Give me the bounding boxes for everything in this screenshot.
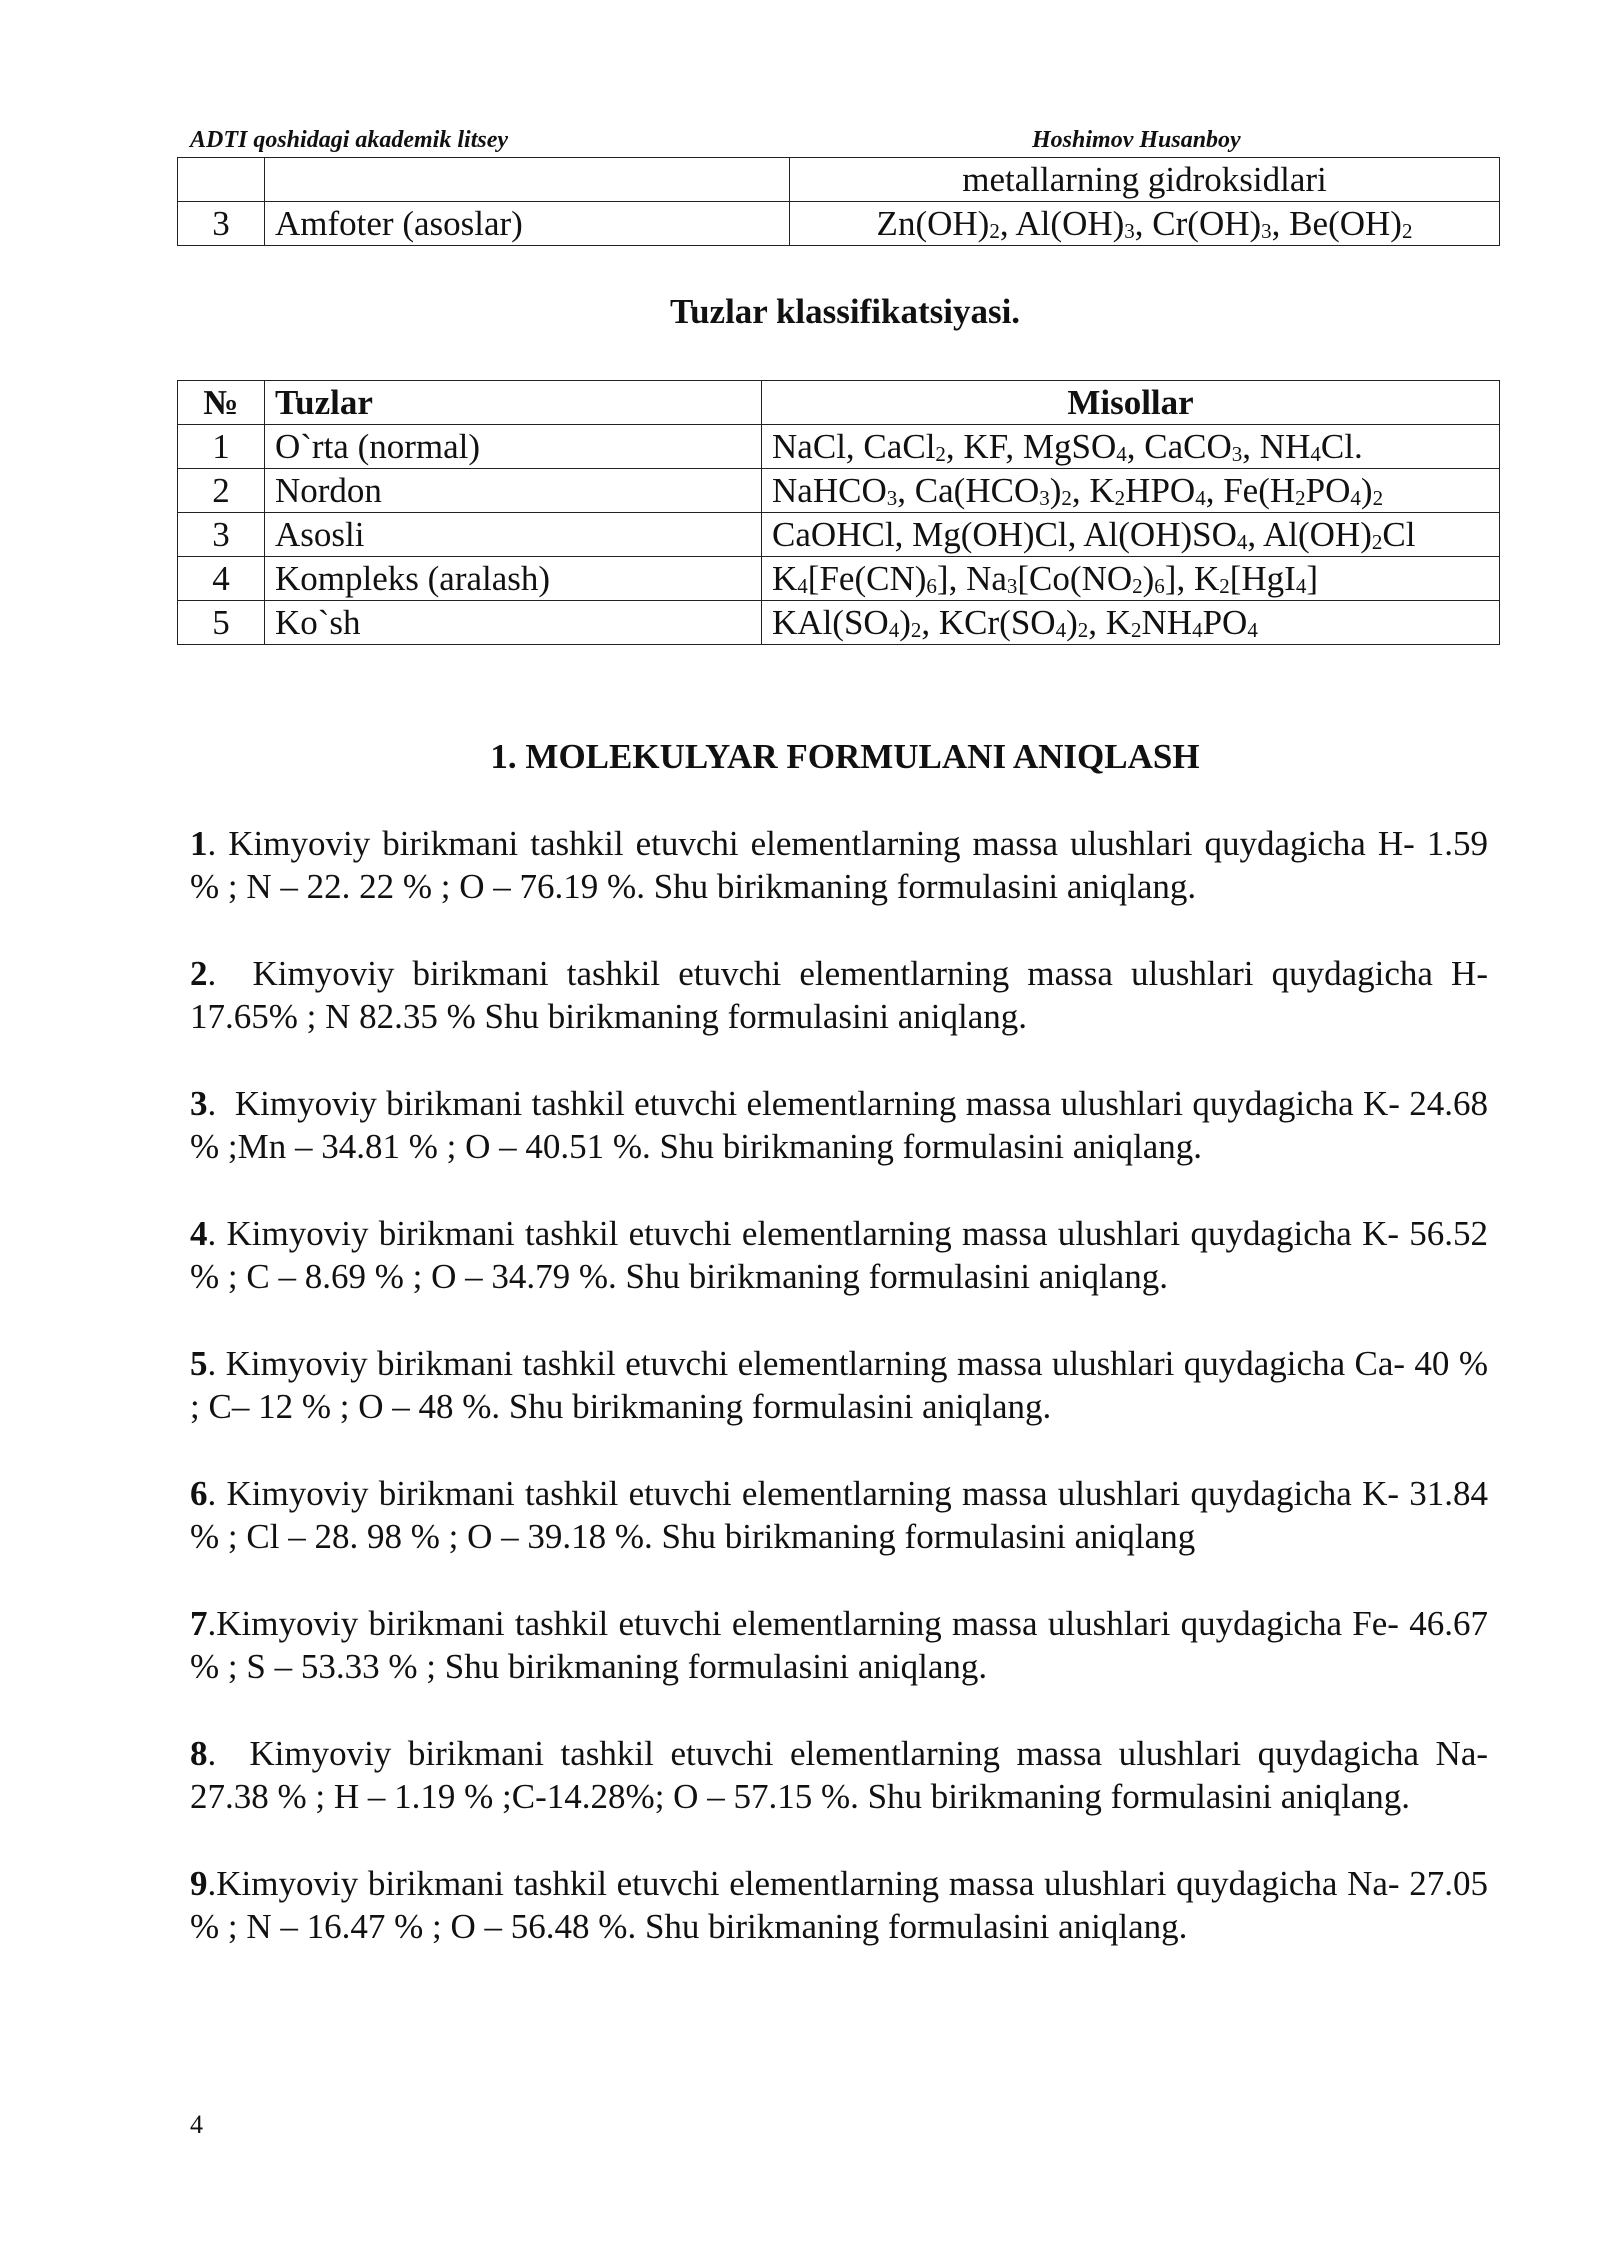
- table-header-row: [178, 381, 1500, 425]
- salt-examples: $K_4[Fe(CN)_6]$, $Na_3[Co(NO_2)_6]$, $K_2[HgI_4]$: [762, 557, 1500, 601]
- problem-separator: .: [207, 1604, 217, 1643]
- problem-number: 7: [190, 1604, 208, 1643]
- header-school: ADTI qoshidagi akademik litsey: [190, 127, 508, 153]
- problem-text: Kimyoviy birikmani tashkil etuvchi elementlarning massa ulushlari quydagicha Ca- 40 % ; C– 12 % ; O – 48 %. Shu birikmaning formulasini aniqlang.: [190, 1344, 1488, 1426]
- problem-number: 9: [190, 1864, 208, 1903]
- problem-number: 2: [190, 954, 208, 993]
- salt-type: Asosli: [265, 513, 762, 557]
- salt-examples: NaCl, CaCl$_2$, KF, MgSO$_4$, CaCO$_3$, $NH_4Cl$.: [762, 425, 1500, 469]
- problem-list: [190, 822, 1488, 1992]
- salt-type: Ko`sh: [265, 601, 762, 645]
- problem-text: Kimyoviy birikmani tashkil etuvchi elementlarning massa ulushlari quydagicha K- 24.68 % ;Mn – 34.81 % ; O – 40.51 %. Shu birikmaning formulasini aniqlang.: [190, 1084, 1488, 1166]
- problem-separator: .: [207, 824, 229, 863]
- salt-type: O`rta (normal): [265, 425, 762, 469]
- row-number: 3: [178, 513, 265, 557]
- problem-number: 5: [190, 1344, 208, 1383]
- page-number: 4: [190, 2110, 203, 2139]
- salt-type: Nordon: [265, 469, 762, 513]
- salts-classification-title: Tuzlar klassifikatsiyasi.: [669, 292, 1021, 331]
- row-number: 3: [178, 202, 265, 246]
- problem-separator: .: [207, 1344, 226, 1383]
- header-author: Hoshimov Husanboy: [1032, 127, 1241, 153]
- salts-table: [177, 380, 1500, 645]
- base-examples: $Zn(OH)_2$, $Al(OH)_3$, $Cr(OH)_3$, $Be(OH)_2$: [790, 202, 1500, 246]
- problem-text: Kimyoviy birikmani tashkil etuvchi elementlarning massa ulushlari quydagicha Na- 27.05 % ; N – 16.47 % ; O – 56.48 %. Shu birikmaning formulasini aniqlang.: [190, 1864, 1488, 1946]
- problem-text: Kimyoviy birikmani tashkil etuvchi elementlarning massa ulushlari quydagicha Fe- 46.67 % ; S – 53.33 % ; Shu birikmaning formulasini aniqlang.: [190, 1604, 1488, 1686]
- problem-item: [190, 1212, 1488, 1298]
- column-header-salts: Tuzlar: [265, 381, 762, 425]
- problem-text: Kimyoviy birikmani tashkil etuvchi elementlarning massa ulushlari quydagicha K- 56.52 % ; C – 8.69 % ; O – 34.79 %. Shu birikmaning formulasini aniqlang.: [190, 1214, 1489, 1296]
- problem-separator: .: [207, 1214, 227, 1253]
- row-number: 5: [178, 601, 265, 645]
- problem-item: [190, 1732, 1488, 1818]
- problem-item: [190, 1342, 1488, 1428]
- problem-separator: .: [207, 1084, 235, 1123]
- base-type: Amfoter (asoslar): [265, 202, 790, 246]
- column-header-number: №: [178, 381, 265, 425]
- row-number: 2: [178, 469, 265, 513]
- base-type: [265, 158, 790, 202]
- table-row: [178, 469, 1500, 513]
- problem-number: 3: [190, 1084, 208, 1123]
- problem-text: Kimyoviy birikmani tashkil etuvchi elementlarning massa ulushlari quydagicha K- 31.84 % ; Cl – 28. 98 % ; O – 39.18 %. Shu birikmaning formulasini aniqlang: [190, 1474, 1489, 1556]
- problem-text: Kimyoviy birikmani tashkil etuvchi elementlarning massa ulushlari quydagicha Na- 27.38 % ; H – 1.19 % ;C-14.28%; O – 57.15 %. Shu birikmaning formulasini aniqlang.: [190, 1734, 1489, 1816]
- base-examples: metallarning gidroksidlari: [790, 158, 1500, 202]
- table-row: [178, 557, 1500, 601]
- problem-item: [190, 1602, 1488, 1688]
- problem-separator: .: [207, 1864, 217, 1903]
- row-number: 4: [178, 557, 265, 601]
- problem-number: 4: [190, 1214, 208, 1253]
- row-number: [178, 158, 265, 202]
- table-row: [178, 601, 1500, 645]
- problem-number: 6: [190, 1474, 208, 1513]
- problem-separator: .: [207, 954, 253, 993]
- table-row: [178, 513, 1500, 557]
- salt-examples: NaHCO$_3$, $Ca(HCO_3)_2$, $K_2HPO_4$, $Fe(H_2PO_4)_2$: [762, 469, 1500, 513]
- problem-item: [190, 1082, 1488, 1168]
- table-row: [178, 202, 1500, 246]
- bases-table: [177, 157, 1500, 246]
- salt-type: Kompleks (aralash): [265, 557, 762, 601]
- problem-text: Kimyoviy birikmani tashkil etuvchi elementlarning massa ulushlari quydagicha H- 17.65% ; N 82.35 % Shu birikmaning formulasini aniqlang.: [190, 954, 1488, 1036]
- column-header-examples: Misollar: [762, 381, 1500, 425]
- problem-separator: .: [207, 1474, 227, 1513]
- problem-item: [190, 822, 1488, 908]
- problem-number: 1: [190, 824, 208, 863]
- section-heading: 1. MOLEKULYAR FORMULANI ANIQLASH: [490, 737, 1200, 776]
- table-row: [178, 158, 1500, 202]
- problem-number: 8: [190, 1734, 208, 1773]
- problem-text: Kimyoviy birikmani tashkil etuvchi elementlarning massa ulushlari quydagicha H- 1.59 % ; N – 22. 22 % ; O – 76.19 %. Shu birikmaning formulasini aniqlang.: [190, 824, 1489, 906]
- problem-item: [190, 952, 1488, 1038]
- salt-examples: $KAl(SO_4)_2$, $KCr(SO_4)_2$, $K_2NH_4PO_4$: [762, 601, 1500, 645]
- problem-item: [190, 1472, 1488, 1558]
- salt-examples: CaOHCl, Mg(OH)Cl, $Al(OH)SO_4$, $Al(OH)_2Cl$: [762, 513, 1500, 557]
- table-row: [178, 425, 1500, 469]
- problem-item: [190, 1862, 1488, 1948]
- problem-separator: .: [207, 1734, 250, 1773]
- row-number: 1: [178, 425, 265, 469]
